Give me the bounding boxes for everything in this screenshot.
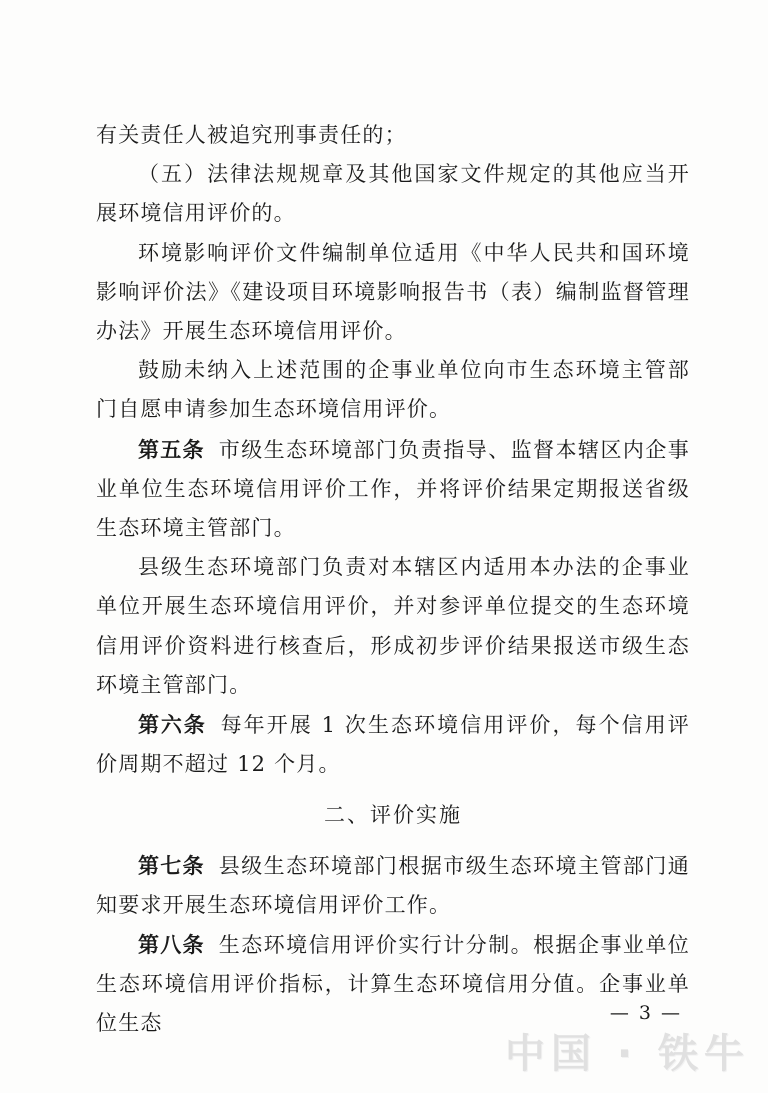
article-paragraph — [96, 705, 690, 784]
article-label: 第五条 — [138, 436, 205, 462]
article-text: 县级生态环境部门根据市级生态环境主管部门通知要求开展生态环境信用评价工作。 — [96, 853, 691, 917]
article-paragraph — [96, 430, 690, 549]
article-text: 生态环境信用评价实行计分制。根据企事业单位生态环境信用评价指标，计算生态环境信用分值。企事业单位生态 — [96, 933, 691, 1036]
body-paragraph: 鼓励未纳入上述范围的企事业单位向市生态环境主管部门自愿申请参加生态环境信用评价。 — [96, 358, 690, 422]
article-label: 第八条 — [138, 932, 205, 958]
section-heading: 二、评价实施 — [324, 803, 462, 828]
body-paragraph: 环境影响评价文件编制单位适用《中华人民共和国环境影响评价法》《建设项目环境影响报告书（表）编制监督管理办法》开展生态环境信用评价。 — [96, 240, 690, 344]
article-text: 市级生态环境部门负责指导、监督本辖区内企事业单位生态环境信用评价工作，并将评价结果定期报送省级生态环境主管部门。 — [96, 437, 691, 541]
page-number: — 3 — — [609, 1002, 682, 1024]
article-paragraph — [96, 846, 690, 925]
body-paragraph: 有关责任人被追究刑事责任的； — [96, 123, 407, 147]
article-text: 每年开展 1 次生态环境信用评价，每个信用评价周期不超过 12 个月。 — [96, 713, 690, 777]
watermark: 中国 · 铁牛 — [504, 1031, 750, 1077]
document-body — [96, 116, 690, 1044]
body-paragraph: 县级生态环境部门负责对本辖区内适用本办法的企事业单位开展生态环境信用评价，并对参评单位提交的生态环境信用评价资料进行核查后，形成初步评价结果报送市级生态环境主管部门。 — [96, 555, 690, 697]
article-label: 第七条 — [138, 852, 205, 878]
article-label: 第六条 — [138, 712, 207, 738]
body-paragraph: （五）法律法规规章及其他国家文件规定的其他应当开展环境信用评价的。 — [96, 162, 690, 226]
